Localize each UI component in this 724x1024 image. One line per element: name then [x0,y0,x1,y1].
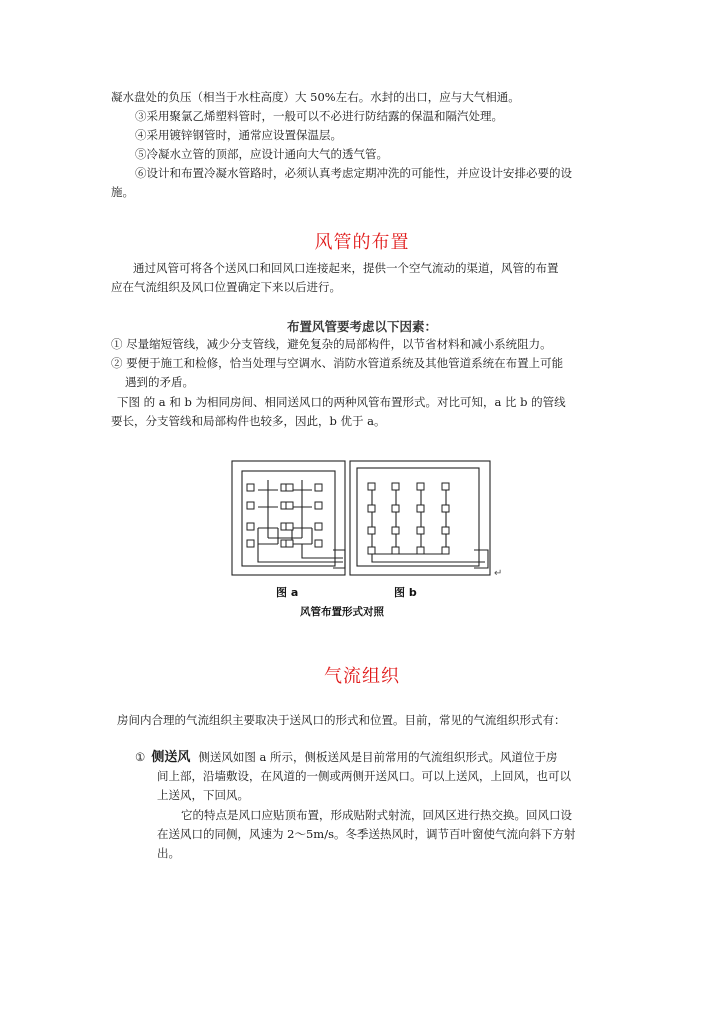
section-title-duct-layout: 风管的布置 [314,232,410,253]
air-outlet [286,540,293,547]
air-outlet [368,527,375,534]
air-outlet [417,483,424,490]
item-title: 侧送风 [151,750,191,765]
figure-label-b: 图 b [394,586,417,599]
figure-caption: 风管布置形式对照 [300,606,384,618]
air-outlet [247,484,254,491]
item-line: 出。 [157,846,180,860]
list-item-side-supply [135,748,558,767]
item-line: 在送风口的同侧，风速为 2～5m/s。冬季送热风时，调节百叶窗使气流向斜下方射 [157,827,576,841]
item-line: 它的特点是风口应贴顶布置，形成贴附式射流，回风区进行热交换。回风口设 [181,808,572,822]
figure-label-a: 图 a [276,586,299,599]
air-outlet [417,547,424,554]
item-line: 间上部，沿墙敷设，在风道的一侧或两侧开送风口。可以上送风，上回风，也可以 [157,769,571,783]
air-outlet [368,505,375,512]
intro-line: 施。 [111,185,134,199]
item-line: 上送风，下回风。 [157,788,249,802]
compare-line: 下图 的 a 和 b 为相同房间、相同送风口的两种风管布置形式。对比可知，a 比 b 的管线 [117,395,566,409]
intro-line: 凝水盘处的负压（相当于水柱高度）大 50%左右。水封的出口，应与大气相通。 [111,90,520,104]
intro-line: ④采用镀锌钢管时，通常应设置保温层。 [135,128,342,142]
air-outlet [442,505,449,512]
duct-network-b [372,486,485,562]
air-outlet [392,547,399,554]
intro-line: ⑥设计和布置冷凝水管路时，必须认真考虑定期冲洗的可能性，并应设计安排必要的设 [135,166,572,180]
air-outlet [392,505,399,512]
duct-network-a [258,480,343,562]
air-outlet [417,505,424,512]
air-outlet [286,484,293,491]
air-outlet [247,523,254,530]
air-outlet [315,540,322,547]
section2-intro: 房间内合理的气流组织主要取决于送风口的形式和位置。目前，常见的气流组织形式有： [117,713,566,727]
figure-return-mark: ↵ [494,568,503,579]
air-outlet [442,527,449,534]
air-outlet [247,540,254,547]
air-outlet [442,483,449,490]
factor-line: ① 尽量缩短管线，减少分支管线，避免复杂的局部构件，以节省材料和减小系统阻力。 [111,337,552,351]
air-outlet [315,502,322,509]
air-outlet [286,502,293,509]
room-b-outline [350,461,490,575]
air-outlet [417,527,424,534]
air-outlet [286,523,293,530]
intro-line: ③采用聚氯乙烯塑料管时，一般可以不必进行防结露的保温和隔汽处理。 [135,109,503,123]
duct-layout-figure [0,450,724,650]
item-line: 侧送风如图 a 所示，侧板送风是目前常用的气流组织形式。风道位于房 [198,750,558,764]
air-outlet [368,483,375,490]
factor-line: ② 要便于施工和检修，恰当处理与空调水、消防水管道系统及其他管道系统在布置上可能 [111,356,564,370]
air-outlet [392,483,399,490]
air-outlet [392,527,399,534]
air-outlet [368,547,375,554]
subheading-factors: 布置风管要考虑以下因素： [286,319,437,334]
air-outlet [247,502,254,509]
item-marker: ① [135,750,146,764]
paragraph-line: 应在气流组织及风口位置确定下来以后进行。 [111,280,341,294]
air-outlet [315,523,322,530]
compare-line: 要长，分支管线和局部构件也较多，因此，b 优于 a。 [111,414,386,428]
factor-line: 遇到的矛盾。 [125,375,194,389]
air-outlet [442,547,449,554]
section-title-airflow: 气流组织 [324,666,400,687]
air-outlet [315,484,322,491]
return-bend-b [474,550,488,568]
intro-line: ⑤冷凝水立管的顶部，应设计通向大气的透气管。 [135,147,388,161]
paragraph-line: 通过风管可将各个送风口和回风口连接起来，提供一个空气流动的渠道，风管的布置 [133,261,559,275]
